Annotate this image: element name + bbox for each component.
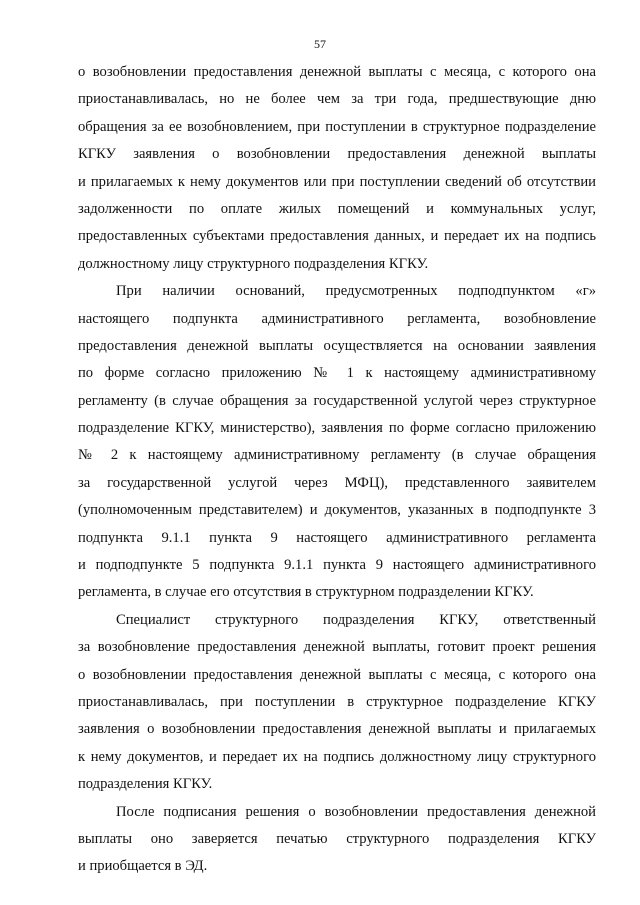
paragraph xyxy=(78,607,596,799)
text-line: о возобновлении предоставления денежной выплаты с месяца, с которого она xyxy=(78,666,596,683)
text-line: При наличии оснований, предусмотренных подподпунктом «г» xyxy=(116,283,596,300)
text-line: обращения за ее возобновлением, при поступлении в структурное подразделение xyxy=(78,118,596,135)
paragraph xyxy=(78,59,596,278)
text-line: за государственной услугой через МФЦ), представленного заявителем xyxy=(78,474,596,491)
paragraph xyxy=(78,799,596,881)
text-line: предоставления денежной выплаты осуществляется на основании заявления xyxy=(78,337,596,354)
text-line: задолженности по оплате жилых помещений и коммунальных услуг, xyxy=(78,200,596,217)
text-line: о возобновлении предоставления денежной выплаты с месяца, с которого она xyxy=(78,64,596,80)
text-line: выплаты оно заверяется печатью структурного подразделения КГКУ xyxy=(78,830,596,847)
text-line: приостанавливалась, при поступлении в структурное подразделение КГКУ xyxy=(78,693,596,710)
text-line: регламента, в случае его отсутствия в структурном подразделении КГКУ. xyxy=(78,584,534,601)
text-line: подразделение КГКУ, министерство), заявления по форме согласно приложению xyxy=(78,420,596,437)
text-line: за возобновление предоставления денежной выплаты, готовит проект решения xyxy=(78,639,596,656)
text-line: подпункта 9.1.1 пункта 9 настоящего административного регламента xyxy=(78,529,596,546)
page-number: 57 xyxy=(314,37,326,51)
body-text xyxy=(78,59,596,881)
text-line: и прилагаемых к нему документов или при поступлении сведений об отсутствии xyxy=(78,173,596,190)
text-line: регламенту (в случае обращения за государственной услугой через структурное xyxy=(78,392,596,409)
text-line: КГКУ заявления о возобновлении предоставления денежной выплаты xyxy=(78,146,596,163)
text-line: (уполномоченным представителем) и документов, указанных в подподпункте 3 xyxy=(78,502,596,519)
text-line: № 2 к настоящему административному регламенту (в случае обращения xyxy=(78,447,596,464)
text-line: должностному лицу структурного подразделения КГКУ. xyxy=(78,255,429,272)
text-line: Специалист структурного подразделения КГКУ, ответственный xyxy=(116,611,596,628)
text-line: приостанавливалась, но не более чем за три года, предшествующие дню xyxy=(78,91,596,108)
text-line: и приобщается в ЭД. xyxy=(78,858,208,875)
text-line: заявления о возобновлении предоставления денежной выплаты и прилагаемых xyxy=(78,721,596,738)
text-line: и подподпункте 5 подпункта 9.1.1 пункта 9 настоящего административного xyxy=(78,557,596,574)
paragraph xyxy=(78,278,596,607)
text-line: После подписания решения о возобновлении предоставления денежной xyxy=(116,803,596,820)
text-line: по форме согласно приложению № 1 к настоящему административному xyxy=(78,365,596,382)
text-line: настоящего подпункта административного регламента, возобновление xyxy=(78,310,596,327)
text-line: предоставленных субъектами предоставления данных, и передает их на подпись xyxy=(78,228,596,245)
text-line: к нему документов, и передает их на подпись должностному лицу структурного xyxy=(78,748,596,765)
text-line: подразделения КГКУ. xyxy=(78,776,213,793)
